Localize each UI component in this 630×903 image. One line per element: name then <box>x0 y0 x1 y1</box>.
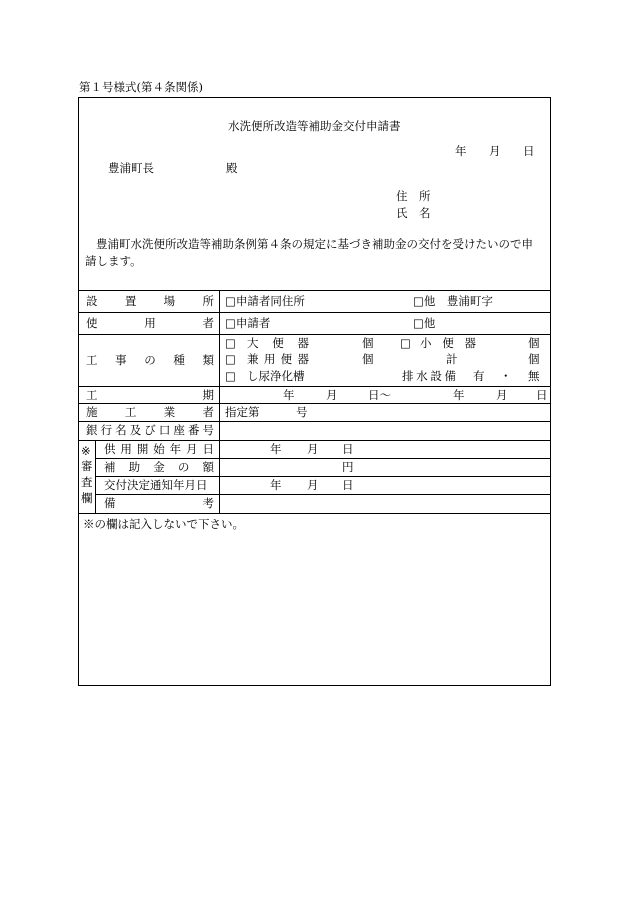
review-side-char: 査 <box>81 475 93 489</box>
unit-large-toilet: 個 <box>362 336 374 350</box>
bank-input-area[interactable] <box>221 422 549 439</box>
user-option-other[interactable]: □他 <box>413 316 436 330</box>
label-char: の <box>177 460 190 474</box>
label-char: 考 <box>202 496 214 510</box>
row-divider <box>78 334 551 335</box>
review-start-year: 年 <box>270 442 282 456</box>
label-char: 種 <box>173 353 185 367</box>
label-char: 使 <box>86 316 98 330</box>
label-char: 用 <box>144 316 156 330</box>
drainage-no[interactable]: 無 <box>528 369 540 383</box>
label-char: 置 <box>124 294 137 308</box>
row-divider <box>78 386 551 387</box>
row-divider <box>78 312 551 313</box>
checkbox-septic-tank[interactable]: □ <box>225 369 236 383</box>
review-notice-day: 日 <box>342 478 354 492</box>
item-char: 排 <box>402 369 414 383</box>
date-day[interactable]: 日 <box>523 144 535 158</box>
review-start-date-label <box>104 444 214 456</box>
date-month[interactable]: 月 <box>489 144 501 158</box>
period-start-month[interactable]: 月 <box>326 388 338 402</box>
review-side-divider <box>95 440 96 513</box>
label-char: 期 <box>202 388 214 402</box>
label-char: 場 <box>163 294 176 308</box>
period-end-year[interactable]: 年 <box>453 388 465 402</box>
label-char: 及 <box>129 423 142 437</box>
label-char: 事 <box>115 353 127 367</box>
item-char: 大 <box>247 336 259 350</box>
label-char: 始 <box>153 442 165 456</box>
review-side-char: 欄 <box>81 491 93 505</box>
checkbox-dual-toilet[interactable]: □ <box>225 352 236 366</box>
review-start-month: 月 <box>307 442 319 456</box>
period-start-day[interactable]: 日～ <box>368 388 391 402</box>
item-char: 器 <box>297 352 309 366</box>
addressee-name: 豊浦町長 <box>108 161 154 175</box>
review-divider <box>95 458 551 459</box>
item-char: 小 <box>420 336 432 350</box>
label-char: 者 <box>202 405 214 419</box>
label-char: 工 <box>124 405 137 419</box>
item-dual-toilet <box>247 354 309 366</box>
item-char: 設 <box>430 369 442 383</box>
item-large-toilet <box>247 338 309 350</box>
period-label <box>86 390 214 402</box>
unit-small-toilet: 個 <box>528 336 540 350</box>
applicant-address-label[interactable]: 住 所 <box>396 189 431 203</box>
item-septic-tank: し尿浄化槽 <box>247 369 305 383</box>
applicant-name-label[interactable]: 氏 名 <box>396 206 431 220</box>
statement-line1: 豊浦町水洗便所改造等補助条例第４条の規定に基づき補助金の交付を受けたいので申 <box>96 237 533 251</box>
label-char: 備 <box>104 496 116 510</box>
label-char: 額 <box>202 460 214 474</box>
label-char: 施 <box>86 405 98 419</box>
item-char: 兼 <box>247 352 259 366</box>
label-char: 金 <box>153 460 165 474</box>
period-end-month[interactable]: 月 <box>496 388 508 402</box>
contractor-designation[interactable]: 指定第 <box>225 405 260 419</box>
review-side-char: ※ <box>81 444 91 458</box>
label-char: 業 <box>163 405 176 419</box>
contractor-number-suffix: 号 <box>296 405 308 419</box>
label-column-divider <box>219 290 220 513</box>
label-char: 開 <box>136 442 149 456</box>
contractor-label <box>86 407 214 419</box>
row-divider <box>78 440 551 441</box>
label-char: 供 <box>104 442 116 456</box>
form-number: 第１号様式(第４条関係) <box>79 80 203 94</box>
item-char: 水 <box>416 369 428 383</box>
unit-total: 個 <box>528 352 540 366</box>
location-option-other[interactable]: □他 豊浦町字 <box>413 294 493 308</box>
label-char: 月 <box>186 442 198 456</box>
item-total: 計 <box>446 352 458 366</box>
review-remarks-label <box>104 498 214 510</box>
table-bottom-border <box>78 513 551 514</box>
label-char: 口 <box>158 423 171 437</box>
checkbox-small-toilet[interactable]: □ <box>400 336 411 350</box>
review-amount-label <box>104 462 214 474</box>
label-char: 日 <box>202 442 214 456</box>
review-notice-month: 月 <box>307 478 319 492</box>
location-label <box>86 296 214 308</box>
period-end-day[interactable]: 日 <box>536 388 548 402</box>
date-year[interactable]: 年 <box>455 144 467 158</box>
item-small-toilet <box>420 338 476 350</box>
item-char: 便 <box>442 336 454 350</box>
review-notice-date-label: 交付決定通知年月日 <box>104 478 208 492</box>
item-char: 便 <box>272 336 284 350</box>
item-char: 便 <box>280 352 293 366</box>
review-divider <box>95 476 551 477</box>
review-start-day: 日 <box>342 442 354 456</box>
item-drainage <box>402 371 456 383</box>
work-type-label <box>86 355 214 367</box>
label-char: 設 <box>86 294 98 308</box>
label-char: の <box>144 353 156 367</box>
form-title: 水洗便所改造等補助金交付申請書 <box>228 119 401 133</box>
label-char: 補 <box>104 460 116 474</box>
label-char: 銀 <box>86 423 98 437</box>
review-side-char: 審 <box>81 459 93 473</box>
item-char: 器 <box>297 336 309 350</box>
label-char: び <box>144 423 156 437</box>
period-start-year[interactable]: 年 <box>283 388 295 402</box>
label-char: 名 <box>115 423 127 437</box>
bank-label <box>86 425 214 437</box>
label-char: 類 <box>202 353 214 367</box>
drainage-yes[interactable]: 有 <box>473 369 485 383</box>
label-char: 号 <box>202 423 214 437</box>
user-label <box>86 318 214 330</box>
checkbox-large-toilet[interactable]: □ <box>225 336 236 350</box>
review-divider <box>95 494 551 495</box>
statement-line2: 請します。 <box>85 254 142 268</box>
item-char: 器 <box>464 336 476 350</box>
label-char: 座 <box>173 423 185 437</box>
label-char: 助 <box>128 460 141 474</box>
user-option-applicant[interactable]: □申請者 <box>225 316 271 330</box>
label-char: 番 <box>187 423 200 437</box>
unit-dual-toilet: 個 <box>362 352 374 366</box>
label-char: 行 <box>100 423 113 437</box>
label-char: 者 <box>202 316 214 330</box>
review-notice-year: 年 <box>270 478 282 492</box>
location-option-same-address[interactable]: □申請者同住所 <box>225 294 305 308</box>
label-char: 工 <box>86 388 98 402</box>
item-char: 備 <box>444 369 456 383</box>
review-amount-unit: 円 <box>342 460 354 474</box>
row-divider <box>78 403 551 404</box>
label-char: 所 <box>202 294 214 308</box>
label-char: 用 <box>120 442 132 456</box>
addressee-honorific: 殿 <box>226 161 238 175</box>
table-top-border <box>78 290 551 291</box>
label-char: 年 <box>169 442 182 456</box>
drainage-dot: ・ <box>500 369 512 383</box>
footnote: ※の欄は記入しないで下さい。 <box>83 517 244 531</box>
label-char: 工 <box>86 353 98 367</box>
item-char: 用 <box>263 352 276 366</box>
